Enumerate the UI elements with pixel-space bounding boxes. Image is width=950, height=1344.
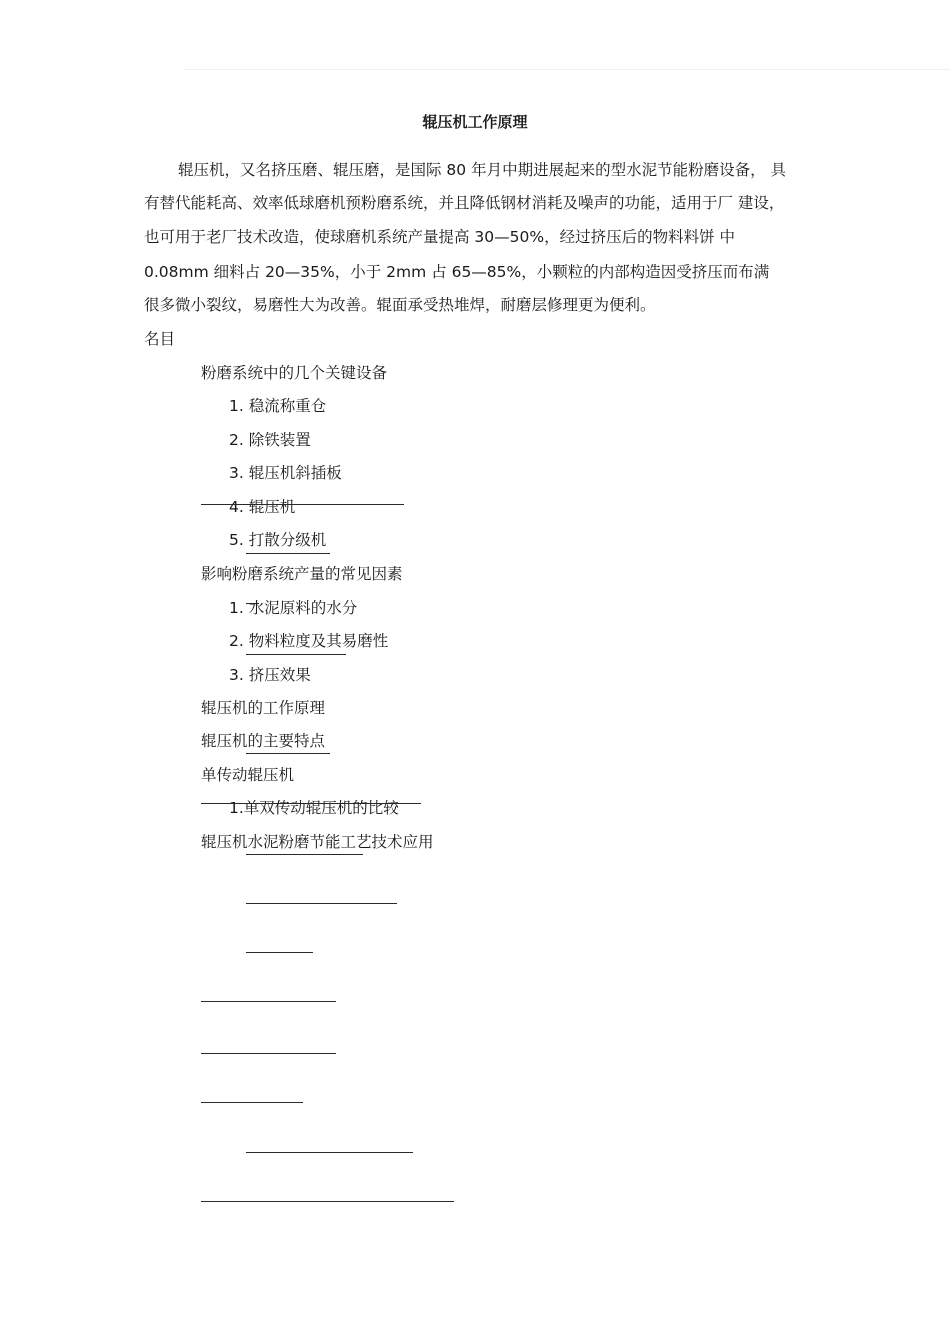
toc-section-5[interactable]: 单传动辊压机: [201, 766, 295, 784]
leader-rule: [201, 1201, 454, 1202]
intro-line-2: 有替代能耗高、效率低球磨机预粉磨系统，并且降低钢材消耗及噪声的功能，适用于厂 建设，: [144, 194, 785, 212]
toc-section-4[interactable]: 辊压机的主要特点: [201, 732, 326, 750]
header-rule: [185, 69, 950, 70]
leader-rule: [246, 903, 397, 904]
toc-item-2-2[interactable]: 2. 物料粒度及其易磨性: [229, 632, 389, 650]
leader-rule: [246, 952, 313, 953]
intro-line-5: 很多微小裂纹，易磨性大为改善。辊面承受热堆焊，耐磨层修理更为便利。: [144, 296, 656, 314]
toc-item-2-1[interactable]: 1. 水泥原料的水分: [229, 599, 358, 617]
toc-heading: 名目: [144, 330, 176, 348]
leader-rule: [246, 753, 330, 754]
leader-rule: [201, 1053, 336, 1054]
toc-item-2-3[interactable]: 3. 挤压效果: [229, 666, 311, 684]
toc-section-1[interactable]: 粉磨系统中的几个关键设备: [201, 364, 388, 382]
toc-item-1-4[interactable]: 4. 辊压机: [229, 498, 296, 516]
toc-item-1-5[interactable]: 5. 打散分级机: [229, 531, 327, 549]
leader-rule: [246, 603, 259, 604]
leader-rule: [201, 1001, 336, 1002]
toc-item-1-1[interactable]: 1. 稳流称重仓: [229, 397, 327, 415]
intro-line-4: 0.08mm 细料占 20—35%，小于 2mm 占 65—85%，小颗粒的内部构造因受挤压而布满: [144, 263, 770, 281]
leader-rule: [201, 1102, 303, 1103]
toc-item-1-3[interactable]: 3. 辊压机斜插板: [229, 464, 342, 482]
leader-rule: [246, 854, 363, 855]
leader-rule: [201, 504, 404, 505]
toc-section-6[interactable]: 辊压机水泥粉磨节能工艺技术应用: [201, 833, 434, 851]
intro-line-3: 也可用于老厂技术改造，使球磨机系统产量提高 30—50%，经过挤压后的物料料饼 中: [144, 228, 736, 246]
document-title: 辊压机工作原理: [422, 113, 528, 131]
toc-item-1-2[interactable]: 2. 除铁装置: [229, 431, 311, 449]
toc-section-3[interactable]: 辊压机的工作原理: [201, 699, 326, 717]
toc-item-5-1[interactable]: 1.单双传动辊压机的比较: [229, 799, 399, 817]
leader-rule: [246, 654, 346, 655]
leader-rule: [201, 803, 421, 804]
leader-rule: [246, 553, 330, 554]
intro-line-1: 辊压机，又名挤压磨、辊压磨，是国际 80 年月中期进展起来的型水泥节能粉磨设备， 具: [178, 161, 787, 179]
toc-section-2[interactable]: 影响粉磨系统产量的常见因素: [201, 565, 403, 583]
leader-rule: [246, 1152, 413, 1153]
